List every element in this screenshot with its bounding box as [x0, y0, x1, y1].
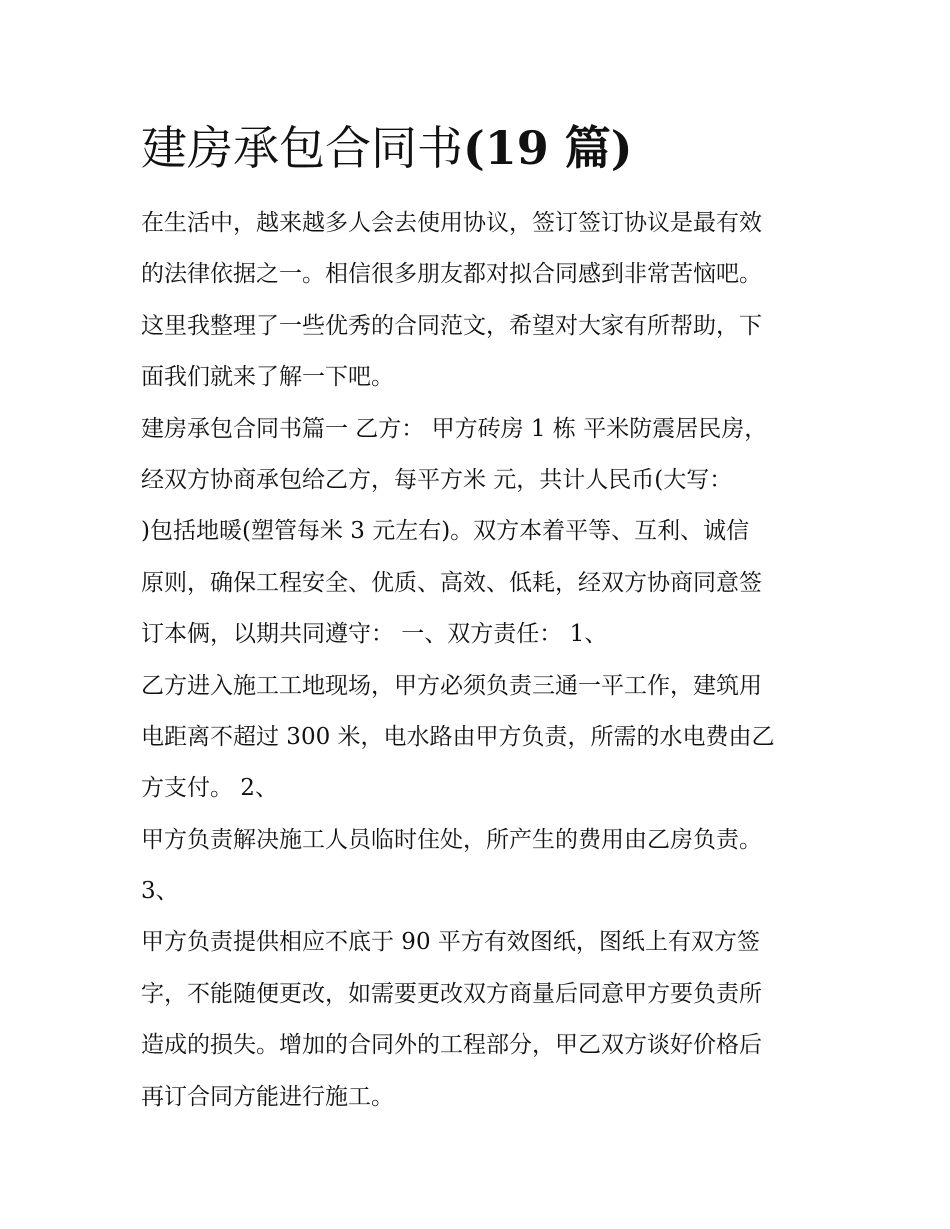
document-title [141, 118, 633, 178]
text-line: 面我们就来了解一下吧。 [141, 364, 394, 391]
text-line: 甲方负责提供相应不底于 90 平方有效图纸，图纸上有双方签 [141, 929, 760, 956]
text-line: 乙方进入施工工地现场，甲方必须负责三通一平工作，建筑用 [141, 672, 762, 699]
text-line: 电距离不超过 300 米，电水路由甲方负责，所需的水电费由乙 [141, 723, 775, 750]
text-line: 这里我整理了一些优秀的合同范文，希望对大家有所帮助，下 [141, 312, 762, 339]
text-line: 字，不能随便更改，如需要更改双方商量后同意甲方要负责所 [141, 980, 762, 1007]
text-line: )包括地暖(塑管每米 3 元左右)。双方本着平等、互利、诚信 [141, 518, 750, 545]
text-line: 方支付。 2、 [141, 775, 278, 802]
text-line: 建房承包合同书篇一 乙方： 甲方砖房 1 栋 平米防震居民房， [141, 415, 768, 442]
text-line: 3、 [141, 878, 179, 905]
text-line: 再订合同方能进行施工。 [141, 1083, 394, 1110]
title-main: 建房承包合同书 [141, 121, 463, 175]
document-body [141, 198, 821, 1123]
text-line: 在生活中，越来越多人会去使用协议，签订签订协议是最有效 [141, 210, 762, 236]
text-line: 的法律依据之一。相信很多朋友都对拟合同感到非常苦恼吧。 [141, 261, 762, 288]
text-line: 订本俩，以期共同遵守： 一、双方责任： 1、 [141, 621, 608, 648]
title-suffix: (19 篇) [463, 121, 633, 175]
text-line: 造成的损失。增加的合同外的工程部分，甲乙双方谈好价格后 [141, 1032, 762, 1059]
text-line: 甲方负责解决施工人员临时住处，所产生的费用由乙房负责。 [141, 826, 762, 853]
text-line: 经双方协商承包给乙方，每平方米 元，共计人民币(大写： [141, 466, 733, 493]
text-line: 原则，确保工程安全、优质、高效、低耗，经双方协商同意签 [141, 569, 762, 596]
